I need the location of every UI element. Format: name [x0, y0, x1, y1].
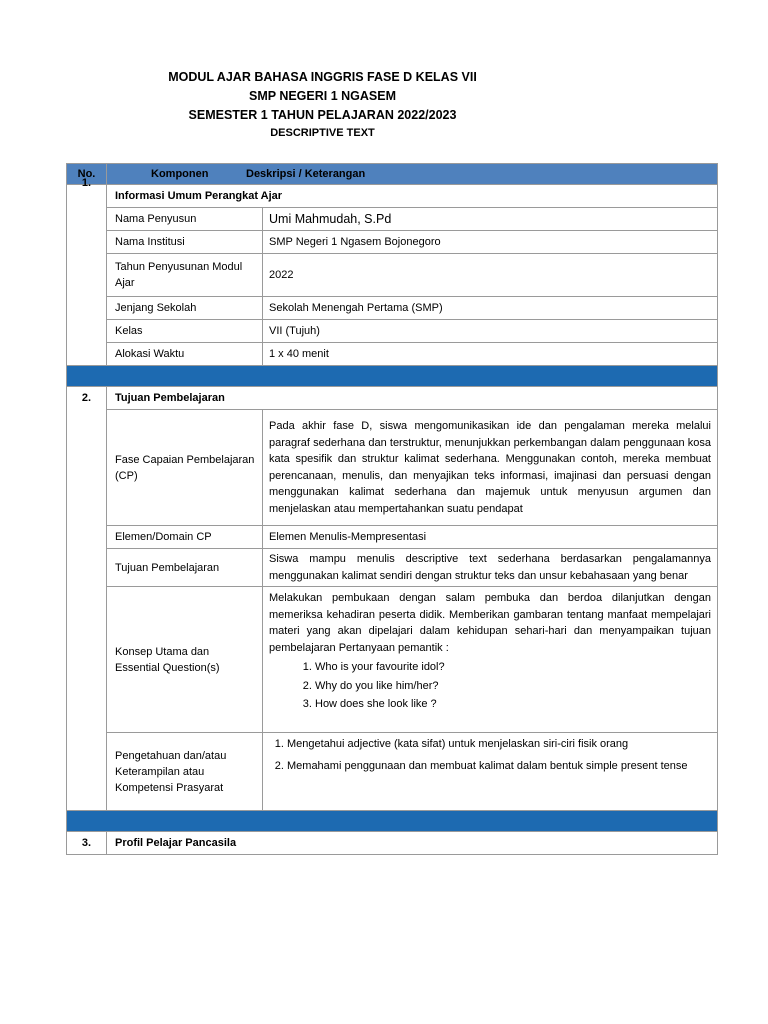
- prasyarat-list: [269, 733, 711, 777]
- konsep-intro: Melakukan pembukaan dengan salam pembuka dan berdoa dilanjutkan dengan memeriksa kehadiran peserta didik. Memberikan gambaran tentang manfaat mempelajari materi yang akan dipelajari dalam kehidupan sehari-hari dan menyampaikan tujuan pembelajaran Pertanyaan pemantik :: [269, 592, 711, 654]
- header-komponen: Komponen: [151, 168, 209, 180]
- row-value-tahun-penyusunan: 2022: [263, 254, 718, 297]
- table-row: [67, 526, 718, 549]
- table-row: [67, 587, 718, 733]
- table-row: [67, 254, 718, 297]
- table-row: [67, 343, 718, 366]
- title-line-3: SEMESTER 1 TAHUN PELAJARAN 2022/2023: [188, 108, 457, 122]
- list-item: 2. Memahami penggunaan dan membuat kalimat dalam bentuk simple present tense: [287, 755, 711, 777]
- modul-table: [66, 163, 718, 855]
- row-value-konsep: [263, 587, 718, 733]
- section-2-title-row: [67, 387, 718, 410]
- row-value-fase-cp: Pada akhir fase D, siswa mengomunikasikan ide dan pengalaman mereka melalui paragraf sederhana dan terstruktur, menunjukkan perkembangan dalam penggunaan kosa kata spesifik dan struktur kalimat sederhana. Menggunakan contoh, mereka membuat perencanaan, menulis, dan menyajikan teks informasi, imajinasi dan persuasi dengan menggunakan kalimat sederhana dan majemuk untuk menyusun argumen dan menjelaskan atau mempertahankan suatu pendapat: [263, 410, 718, 526]
- row-label-fase-cp: Fase Capaian Pembelajaran (CP): [107, 410, 263, 526]
- section-separator: [67, 366, 718, 387]
- essential-questions-list: [269, 658, 711, 714]
- list-item: 1. Who is your favourite idol?: [315, 658, 711, 677]
- row-label-kelas: Kelas: [107, 320, 263, 343]
- section-1-title: Informasi Umum Perangkat Ajar: [107, 185, 718, 208]
- table-header-row: [67, 164, 718, 185]
- row-label-nama-penyusun: Nama Penyusun: [107, 208, 263, 231]
- row-label-nama-institusi: Nama Institusi: [107, 231, 263, 254]
- row-value-nama-institusi: SMP Negeri 1 Ngasem Bojonegoro: [263, 231, 718, 254]
- section-3-title-row: [67, 832, 718, 855]
- table-row: [67, 733, 718, 811]
- row-value-tujuan: Siswa mampu menulis descriptive text sederhana berdasarkan pengalamannya menggunakan kalimat sendiri dengan struktur teks dan unsur kebahasaan yang benar: [263, 549, 718, 587]
- table-row: [67, 320, 718, 343]
- list-item: 2. Why do you like him/her?: [315, 677, 711, 696]
- section-1-title-row: [67, 185, 718, 208]
- row-label-tahun-penyusunan: Tahun Penyusunan Modul Ajar: [107, 254, 263, 297]
- section-2-title: Tujuan Pembelajaran: [107, 387, 718, 410]
- table-row: [67, 549, 718, 587]
- list-item: 3. How does she look like ?: [315, 695, 711, 714]
- row-label-elemen: Elemen/Domain CP: [107, 526, 263, 549]
- row-value-alokasi-waktu: 1 x 40 menit: [263, 343, 718, 366]
- table-row: [67, 231, 718, 254]
- row-value-jenjang-sekolah: Sekolah Menengah Pertama (SMP): [263, 297, 718, 320]
- row-label-prasyarat: Pengetahuan dan/atau Keterampilan atau Kompetensi Prasyarat: [107, 733, 263, 811]
- row-value-kelas: VII (Tujuh): [263, 320, 718, 343]
- section-3-title: Profil Pelajar Pancasila: [107, 832, 718, 855]
- row-label-konsep: Konsep Utama dan Essential Question(s): [107, 587, 263, 733]
- document-title: [0, 68, 645, 141]
- row-value-elemen: Elemen Menulis-Mempresentasi: [263, 526, 718, 549]
- title-line-1: MODUL AJAR BAHASA INGGRIS FASE D KELAS VII: [168, 70, 477, 84]
- table-row: [67, 410, 718, 526]
- row-label-tujuan: Tujuan Pembelajaran: [107, 549, 263, 587]
- section-3-number: 3.: [67, 832, 107, 855]
- header-no: No.: [67, 164, 107, 185]
- table-row: [67, 297, 718, 320]
- section-1-number: 1.: [67, 185, 107, 366]
- title-line-4: DESCRIPTIVE TEXT: [270, 127, 375, 139]
- row-value-nama-penyusun: Umi Mahmudah, S.Pd: [263, 208, 718, 231]
- row-label-alokasi-waktu: Alokasi Waktu: [107, 343, 263, 366]
- list-item: 1. Mengetahui adjective (kata sifat) untuk menjelaskan siri-ciri fisik orang: [287, 733, 711, 755]
- header-deskripsi: Deskripsi / Keterangan: [246, 168, 366, 180]
- row-value-prasyarat: [263, 733, 718, 811]
- section-separator: [67, 811, 718, 832]
- table-row: [67, 208, 718, 231]
- row-label-jenjang-sekolah: Jenjang Sekolah: [107, 297, 263, 320]
- section-2-number: 2.: [67, 387, 107, 811]
- title-line-2: SMP NEGERI 1 NGASEM: [248, 89, 397, 103]
